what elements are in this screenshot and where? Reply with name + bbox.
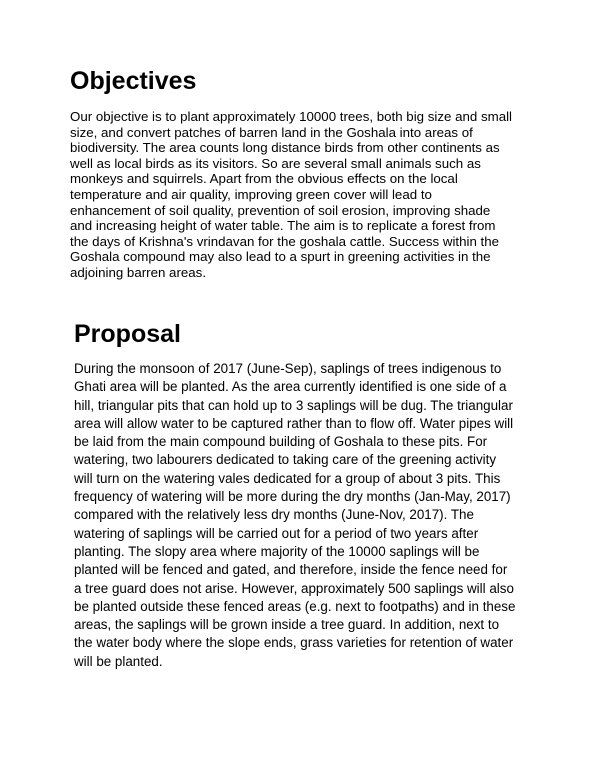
objectives-line: size, and convert patches of barren land in the Goshala into areas of — [70, 124, 473, 140]
objectives-line: adjoining barren areas. — [70, 264, 207, 280]
proposal-line: be planted outside these fenced areas (e.g. next to footpaths) and in these — [74, 598, 516, 614]
proposal-line: a tree guard does not arise. However, approximately 500 saplings will also — [74, 580, 514, 596]
proposal-line: areas, the saplings will be grown inside a tree guard. In addition, next to — [74, 617, 500, 633]
proposal-line: watering of saplings will be carried out for a period of two years after — [74, 525, 479, 541]
proposal-line: will turn on the watering vales dedicated for a group of about 3 pits. This — [74, 470, 501, 486]
proposal-line: Ghati area will be planted. As the area currently identified is one side of a — [74, 379, 507, 395]
objectives-line: the days of Krishna's vrindavan for the goshala cattle. Success within the — [70, 233, 500, 249]
proposal-line: compared with the relatively less dry months (June-Nov, 2017). The — [74, 507, 474, 523]
proposal-heading: Proposal — [74, 320, 181, 348]
proposal-line: During the monsoon of 2017 (June-Sep), saplings of trees indigenous to — [74, 361, 502, 376]
objectives-paragraph — [70, 109, 512, 281]
proposal-line: watering, two labourers dedicated to taking care of the greening activity — [74, 452, 497, 468]
objectives-line: Goshala compound may also lead to a spurt in greening activities in the — [70, 249, 491, 265]
objectives-heading: Objectives — [70, 67, 197, 95]
objectives-line: Our objective is to plant approximately 10000 trees, both big size and small — [70, 109, 512, 124]
objectives-line: well as local birds as its visitors. So are several small animals such as — [70, 155, 481, 171]
objectives-line: and increasing height of water table. The aim is to replicate a forest from — [70, 218, 496, 234]
proposal-line: area will allow water to be captured rather than to flow off. Water pipes will — [74, 415, 514, 431]
objectives-line: temperature and air quality, improving green cover will lead to — [70, 186, 432, 202]
proposal-line: planted will be fenced and gated, and therefore, inside the fence need for — [74, 562, 508, 578]
proposal-line: be laid from the main compound building of Goshala to these pits. For — [74, 434, 488, 450]
proposal-line: frequency of watering will be more during the dry months (Jan-May, 2017) — [74, 489, 511, 505]
proposal-line: will be planted. — [74, 653, 163, 669]
objectives-line: biodiversity. The area counts long distance birds from other continents as — [70, 140, 500, 156]
objectives-line: enhancement of soil quality, prevention of soil erosion, improving shade — [70, 202, 491, 218]
proposal-line: hill, triangular pits that can hold up to 3 saplings will be dug. The triangular — [74, 397, 513, 413]
proposal-line: planting. The slopy area where majority of the 10000 saplings will be — [74, 543, 480, 559]
proposal-paragraph — [74, 360, 515, 671]
proposal-line: the water body where the slope ends, grass varieties for retention of water — [74, 635, 514, 651]
objectives-line: monkeys and squirrels. Apart from the obvious effects on the local — [70, 171, 458, 187]
